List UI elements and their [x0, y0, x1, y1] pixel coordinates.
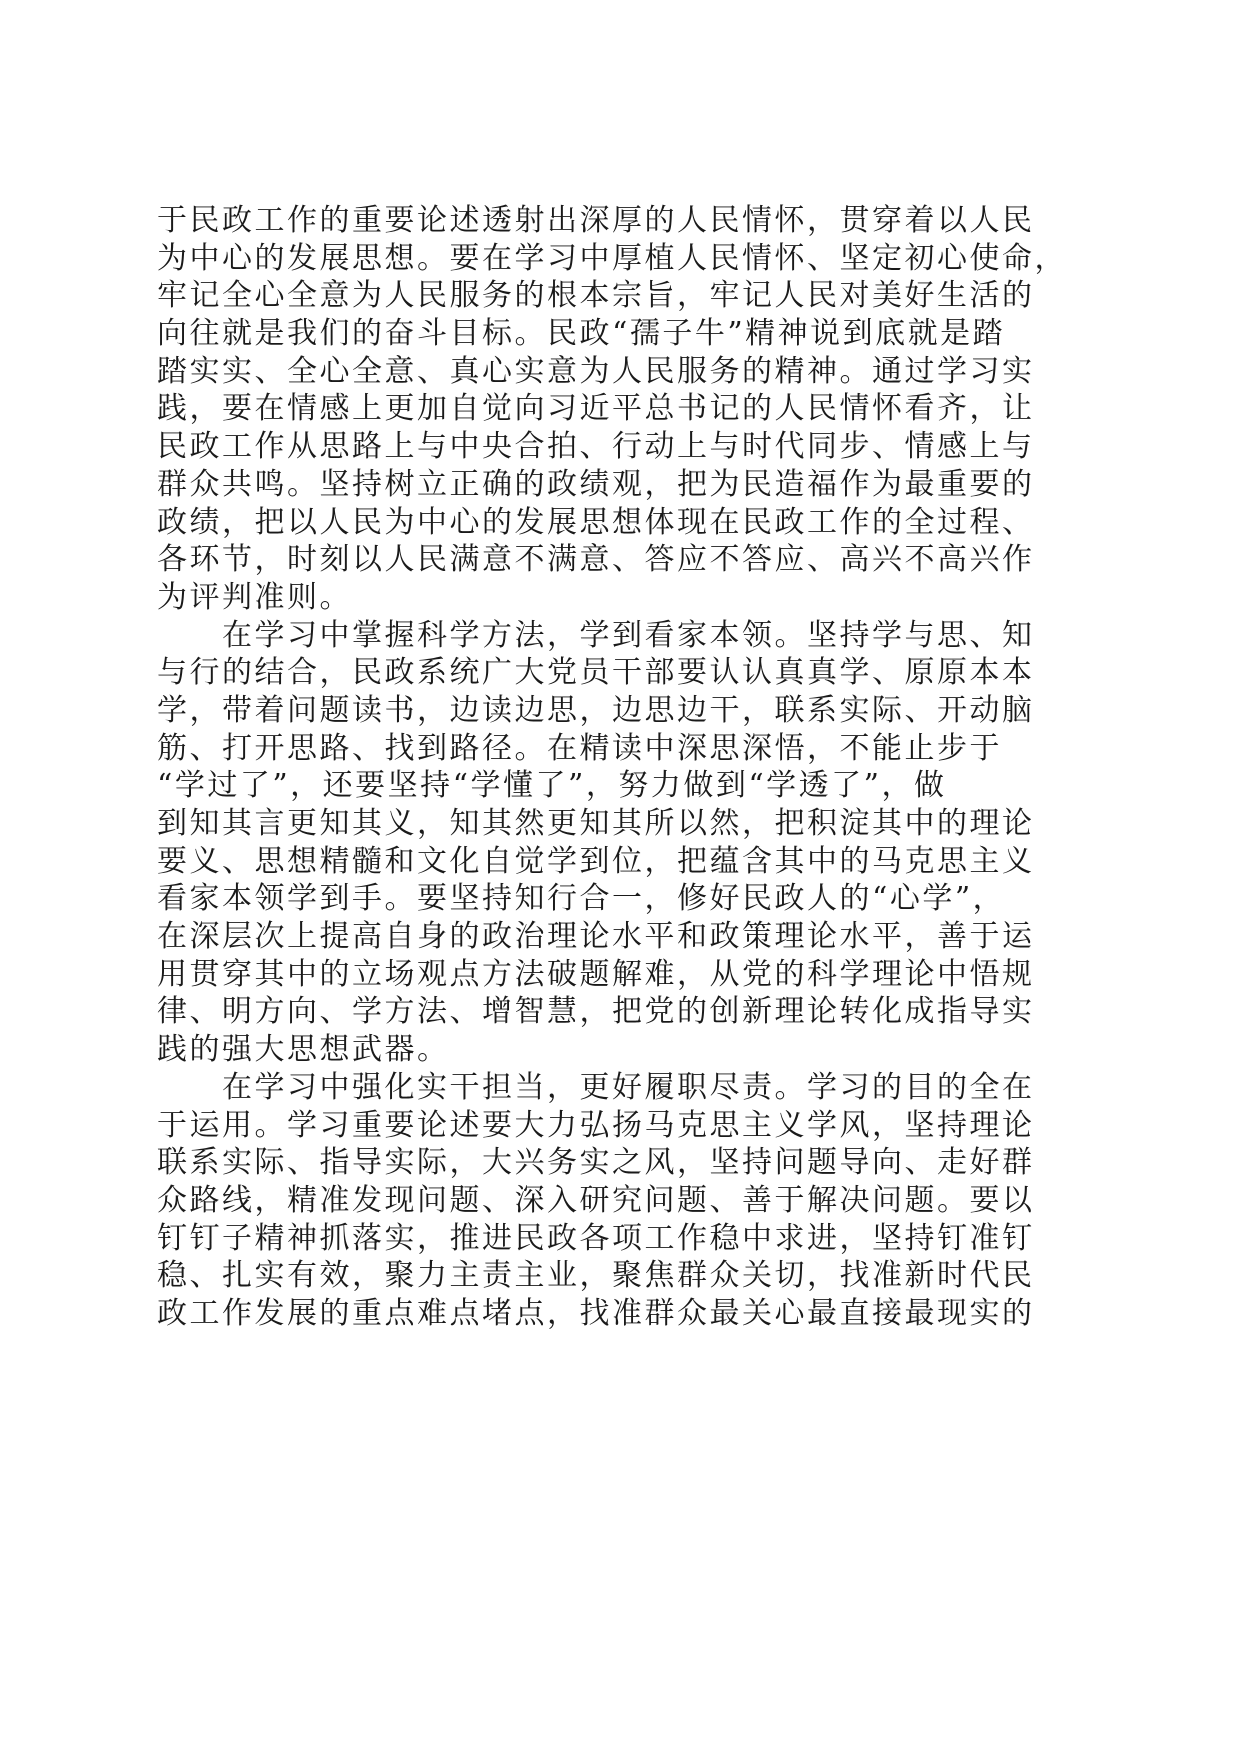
document-body: [157, 202, 1083, 1333]
text-line: 各环节，时刻以人民满意不满意、答应不答应、高兴不高兴作: [157, 542, 1035, 578]
text-line: 向往就是我们的奋斗目标。民政“孺子牛”精神说到底就是踏: [157, 316, 1006, 352]
text-line: 践，要在情感上更加自觉向习近平总书记的人民情怀看齐，让: [157, 391, 1035, 427]
text-line: 看家本领学到手。要坚持知行合一，修好民政人的“心学”，: [157, 881, 1006, 917]
text-line: 民政工作从思路上与中央合拍、行动上与时代同步、情感上与: [157, 429, 1035, 465]
text-line: 政工作发展的重点难点堵点，找准群众最关心最直接最现实的: [157, 1295, 1035, 1331]
text-line: 践的强大思想武器。: [157, 1032, 450, 1068]
text-line: 与行的结合，民政系统广大党员干部要认认真真学、原原本本: [157, 655, 1035, 691]
text-line: 到知其言更知其义，知其然更知其所以然，把积淀其中的理论: [157, 806, 1035, 841]
text-line: 群众共鸣。坚持树立正确的政绩观，把为民造福作为最重要的: [157, 466, 1035, 502]
text-line: 钉钉子精神抓落实，推进民政各项工作稳中求进，坚持钉准钉: [157, 1220, 1035, 1256]
paragraph-3: [157, 1069, 1083, 1333]
text-line: 要义、思想精髓和文化自觉学到位，把蕴含其中的马克思主义: [157, 843, 1035, 879]
text-line: 牢记全心全意为人民服务的根本宗旨，牢记人民对美好生活的: [157, 278, 1035, 314]
paragraph-1: [157, 202, 1083, 617]
text-line: 学，带着问题读书，边读边思，边思边干，联系实际、开动脑: [157, 692, 1035, 728]
text-line: 用贯穿其中的立场观点方法破题解难，从党的科学理论中悟规: [157, 956, 1035, 992]
text-line: 于民政工作的重要论述透射出深厚的人民情怀，贯穿着以人民: [157, 203, 1035, 238]
text-line: 联系实际、指导实际，大兴务实之风，坚持问题导向、走好群: [157, 1145, 1035, 1181]
text-line: 为评判准则。: [157, 579, 352, 615]
text-line: 众路线，精准发现问题、深入研究问题、善于解决问题。要以: [157, 1182, 1035, 1218]
paragraph-2: [157, 617, 1083, 1069]
text-line: “学过了”，还要坚持“学懂了”，努力做到“学透了”，做: [157, 768, 947, 804]
text-line: 律、明方向、学方法、增智慧，把党的创新理论转化成指导实: [157, 994, 1035, 1030]
text-line: 稳、扎实有效，聚力主责主业，聚焦群众关切，找准新时代民: [157, 1258, 1035, 1294]
text-line: 政绩，把以人民为中心的发展思想体现在民政工作的全过程、: [157, 504, 1035, 540]
text-line: 在学习中强化实干担当，更好履职尽责。学习的目的全在: [157, 1069, 1035, 1105]
text-line: 踏实实、全心全意、真心实意为人民服务的精神。通过学习实: [157, 353, 1035, 389]
text-line: 为中心的发展思想。要在学习中厚植人民情怀、坚定初心使命，: [157, 240, 1067, 276]
text-line: 筋、打开思路、找到路径。在精读中深思深悟，不能止步于: [157, 730, 1002, 766]
text-line: 于运用。学习重要论述要大力弘扬马克思主义学风，坚持理论: [157, 1107, 1035, 1143]
text-line: 在深层次上提高自身的政治理论水平和政策理论水平，善于运: [157, 919, 1035, 955]
text-line: 在学习中掌握科学方法，学到看家本领。坚持学与思、知: [157, 617, 1035, 653]
